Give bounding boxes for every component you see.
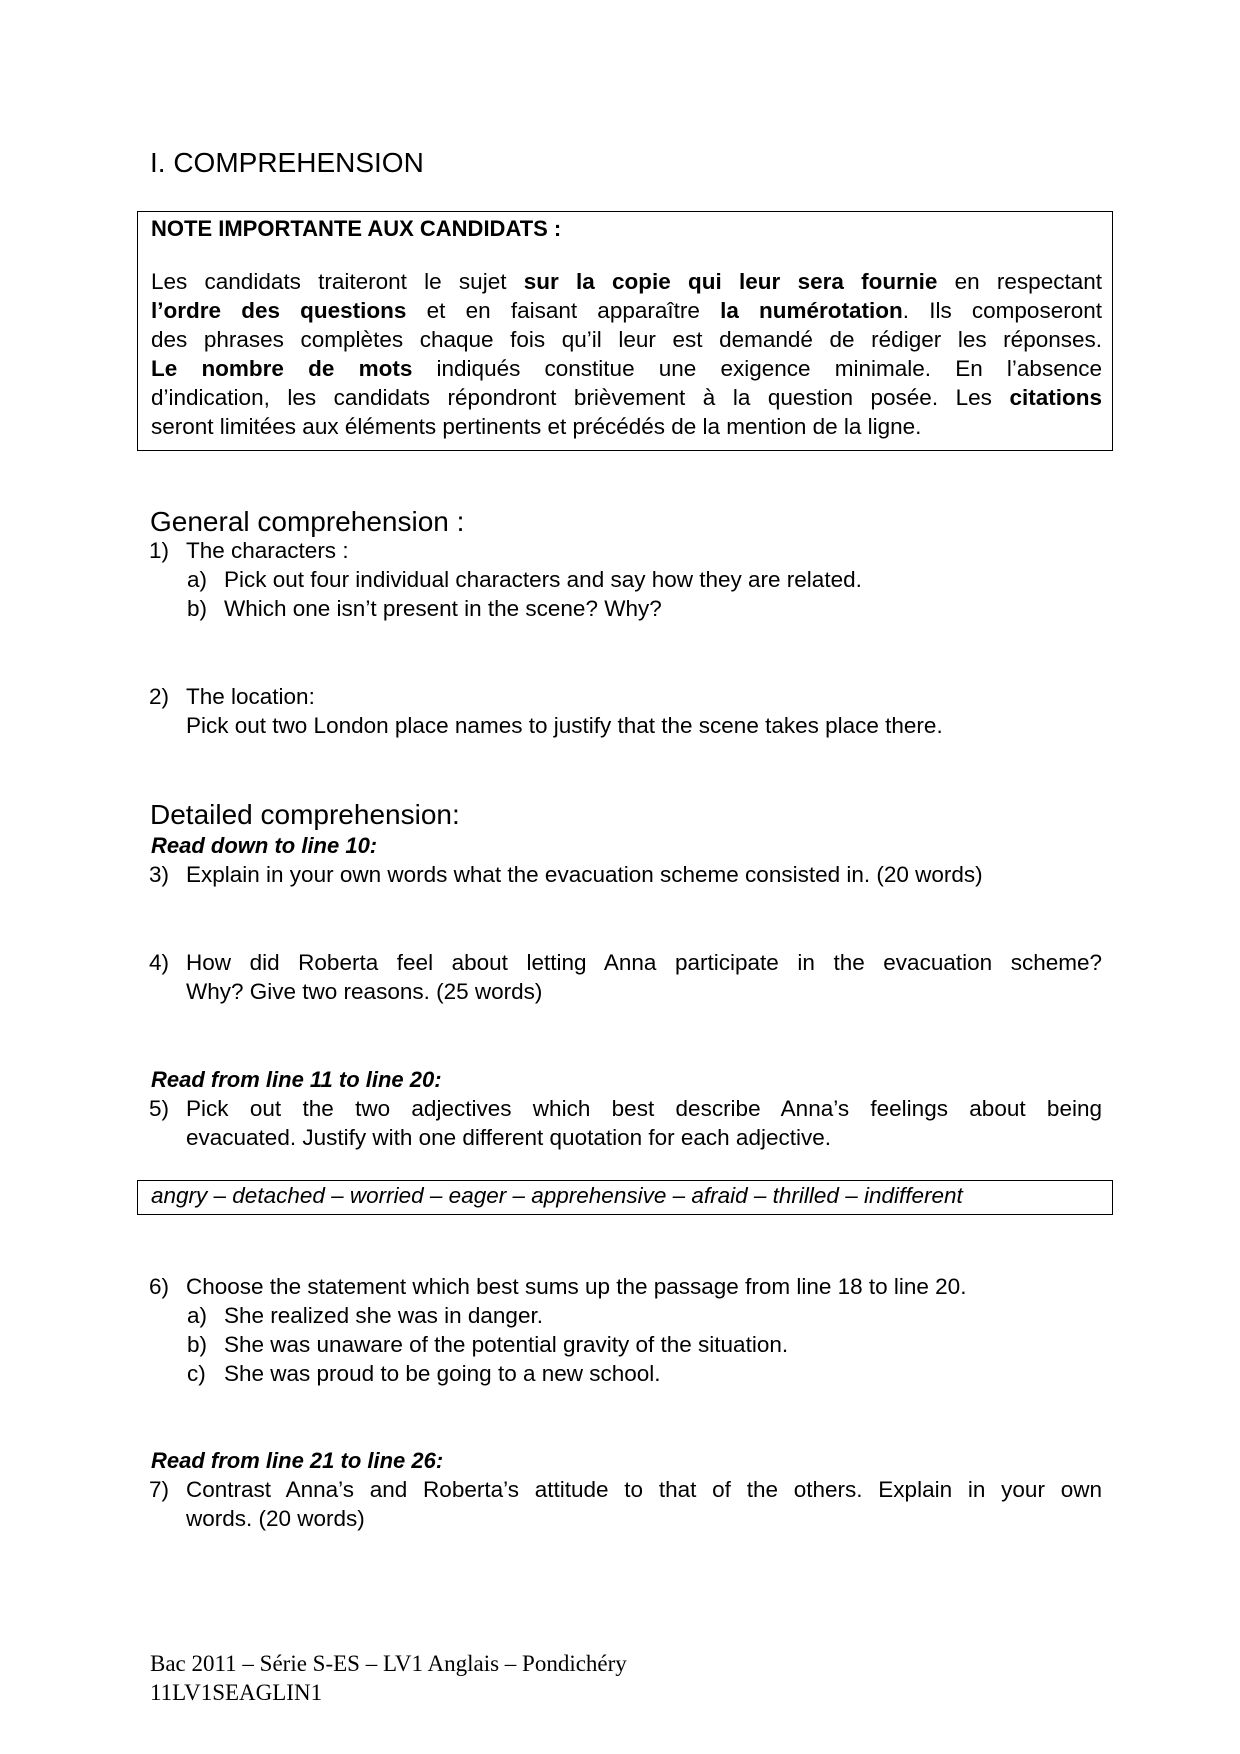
question-number: 4)	[149, 950, 170, 975]
question-text: The location:	[186, 684, 315, 709]
section-instruction: Read from line 11 to line 20:	[151, 1067, 442, 1092]
option-text: She realized she was in danger.	[224, 1303, 543, 1328]
option-text: She was proud to be going to a new school.	[224, 1361, 661, 1386]
question-text: words. (20 words)	[186, 1506, 365, 1531]
note-line-2	[151, 296, 1102, 325]
question-number: 7)	[149, 1477, 170, 1502]
question-number: 1)	[149, 538, 170, 563]
note-text: en respectant	[954, 269, 1102, 294]
option-letter: c)	[187, 1361, 206, 1386]
note-text: et en faisant apparaître	[426, 298, 700, 323]
detailed-heading: Detailed comprehension:	[150, 799, 460, 830]
question-number: 5)	[149, 1096, 170, 1121]
note-heading: NOTE IMPORTANTE AUX CANDIDATS :	[151, 216, 562, 241]
note-line-4	[151, 354, 1102, 383]
note-emphasis: citations	[1009, 385, 1102, 410]
note-text: indiqués constitue une exigence minimale. En l’absence	[436, 356, 1102, 381]
question-number: 2)	[149, 684, 170, 709]
option-text: Pick out four individual characters and say how they are related.	[224, 567, 862, 592]
note-line-6	[151, 412, 1102, 441]
question-text: Pick out two London place names to justify that the scene takes place there.	[186, 713, 943, 738]
section-instruction: Read from line 21 to line 26:	[151, 1448, 444, 1473]
question-text: How did Roberta feel about letting Anna participate in the evacuation scheme?	[186, 950, 1102, 975]
note-emphasis: l’ordre des questions	[151, 298, 407, 323]
option-letter: b)	[187, 596, 208, 621]
note-emphasis: Le nombre de mots	[151, 356, 413, 381]
footer-exam-info: Bac 2011 – Série S-ES – LV1 Anglais – Pondichéry	[150, 1651, 627, 1676]
note-text: Les candidats traiteront le sujet	[151, 269, 507, 294]
option-letter: a)	[187, 1303, 208, 1328]
question-number: 6)	[149, 1274, 170, 1299]
footer-code: 11LV1SEAGLIN1	[150, 1680, 323, 1705]
question-text: Pick out the two adjectives which best describe Anna’s feelings about being	[186, 1096, 1102, 1121]
section-instruction: Read down to line 10:	[151, 833, 378, 858]
note-line-5	[151, 383, 1102, 412]
question-text: Choose the statement which best sums up the passage from line 18 to line 20.	[186, 1274, 967, 1299]
question-number: 3)	[149, 862, 170, 887]
note-emphasis: la numérotation	[720, 298, 903, 323]
question-text: The characters :	[186, 538, 349, 563]
note-text: d’indication, les candidats répondront brièvement à la question posée. Les	[151, 385, 992, 410]
option-letter: a)	[187, 567, 208, 592]
option-text: She was unaware of the potential gravity of the situation.	[224, 1332, 789, 1357]
note-emphasis: sur la copie qui leur sera fournie	[523, 269, 938, 294]
question-text: evacuated. Justify with one different quotation for each adjective.	[186, 1125, 831, 1150]
option-text: Which one isn’t present in the scene? Why?	[224, 596, 662, 621]
note-line-1	[151, 267, 1102, 296]
question-text: Contrast Anna’s and Roberta’s attitude to that of the others. Explain in your own	[186, 1477, 1102, 1502]
note-text: seront limitées aux éléments pertinents et précédés de la mention de la ligne.	[151, 414, 922, 439]
option-letter: b)	[187, 1332, 208, 1357]
note-line-3	[151, 325, 1102, 354]
note-text: des phrases complètes chaque fois qu’il leur est demandé de rédiger les réponses.	[151, 327, 1102, 352]
note-text: . Ils composeront	[902, 298, 1102, 323]
adjective-list: angry – detached – worried – eager – apprehensive – afraid – thrilled – indifferent	[151, 1183, 963, 1208]
question-text: Explain in your own words what the evacuation scheme consisted in. (20 words)	[186, 862, 983, 887]
question-text: Why? Give two reasons. (25 words)	[186, 979, 543, 1004]
general-heading: General comprehension :	[150, 506, 465, 537]
section-title: I. COMPREHENSION	[150, 147, 424, 178]
